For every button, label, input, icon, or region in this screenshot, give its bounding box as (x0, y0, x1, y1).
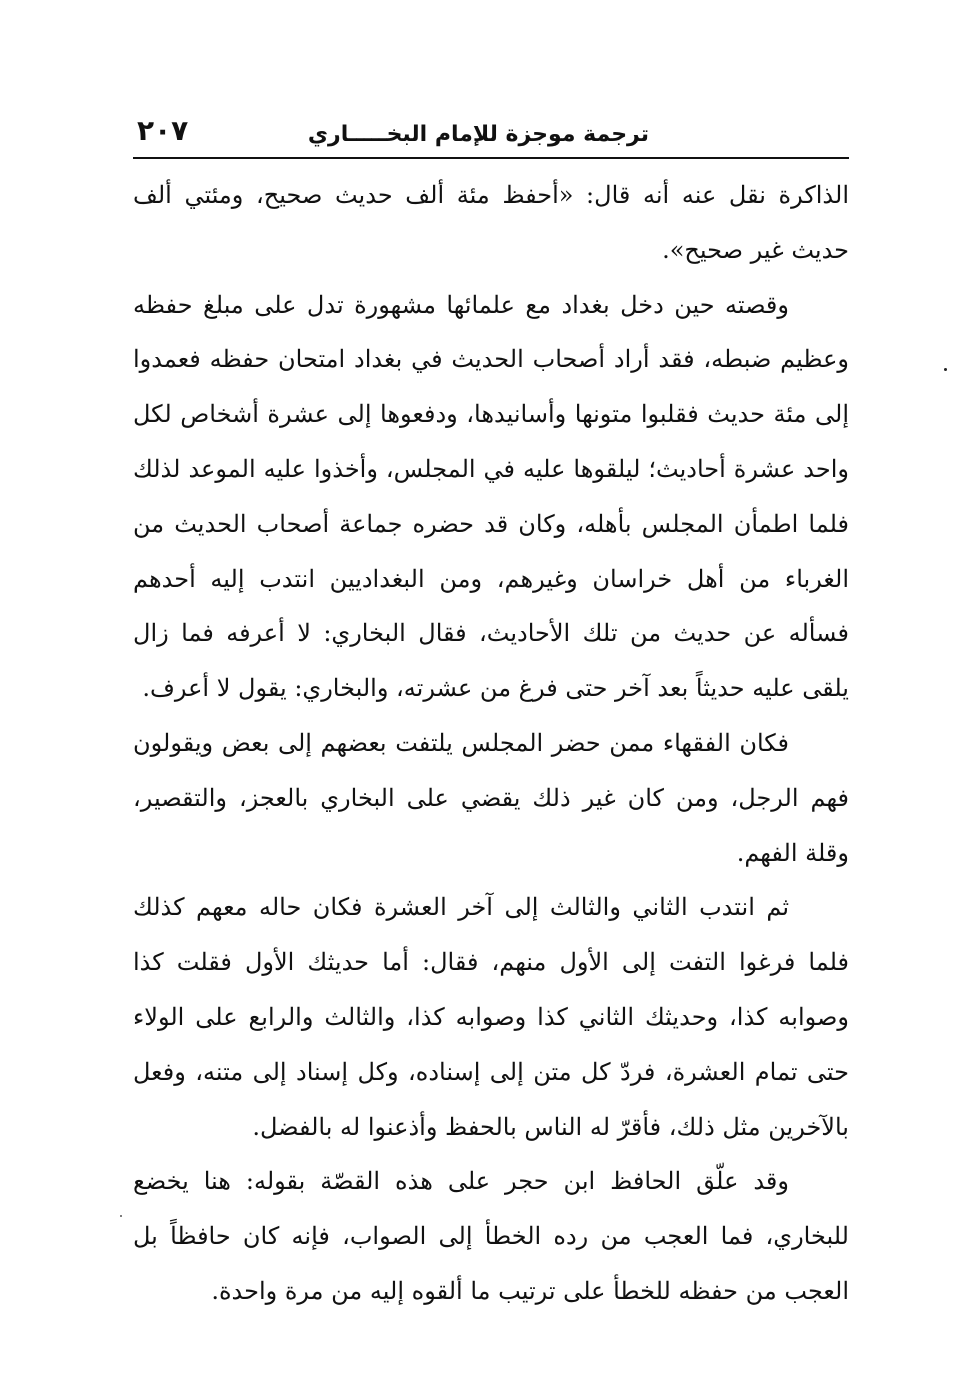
scan-speck (944, 368, 947, 371)
header-rule (133, 157, 849, 159)
paragraph-4: ثم انتدب الثاني والثالث إلى آخر العشرة فكان حاله معهم كذلك فلما فرغوا التفت إلى الأول منهم، فقال: أما حديثك الأول فقلت كذا وصوابه كذا، وحديثك الثاني كذا وصوابه كذا، والثالث والرابع على الولاء حتى تمام العشرة، فردّ كل متن إلى إسناده، وكل إسناد إلى متنه، وفعل بالآخرين مثل ذلك، فأقرّ له الناس بالحفظ وأذعنوا له بالفضل. (133, 893, 849, 1141)
paragraph-5: وقد علّق الحافظ ابن حجر على هذه القصّة بقوله: هنا يخضع للبخاري، فما العجب من رده الخطأ إلى الصواب، فإنه كان حافظاً بل العجب من حفظه للخطأ على ترتيب ما ألقوه إليه من مرة واحدة. (133, 1167, 849, 1305)
body-text (133, 168, 849, 1319)
paragraph-3: فكان الفقهاء ممن حضر المجلس يلتفت بعضهم إلى بعض ويقولون فهم الرجل، ومن كان غير ذلك يقضي على البخاري بالعجز، والتقصير، وقلة الفهم. (133, 728, 849, 867)
page-number: ٢٠٧ (137, 114, 189, 147)
page-header (133, 112, 849, 156)
paragraph-1: الذاكرة نقل عنه أنه قال: «أحفظ مئة ألف حديث صحيح، ومئتي ألف حديث غير صحيح». (133, 181, 849, 264)
running-title: ترجمة موجزة للإمام البخـــــاري (307, 122, 649, 147)
paragraph-2: وقصته حين دخل بغداد مع علمائها مشهورة تدل على مبلغ حفظه وعظيم ضبطه، فقد أراد أصحاب الحديث في بغداد امتحان حفظه فعمدوا إلى مئة حديث فقلبوا متونها وأسانيدها، ودفعوها إلى عشرة أشخاص لكل واحد عشرة أحاديث؛ ليلقوها عليه في المجلس، وأخذوا عليه الموعد لذلك فلما اطمأن المجلس بأهله، وكان قد حضره جماعة أصحاب الحديث من الغرباء من أهل خراسان وغيرهم، ومن البغداديين انتدب إليه أحدهم فسأله عن حديث من تلك الأحاديث، فقال البخاري: لا أعرفه فما زال يلقى عليه حديثاً بعد آخر حتى فرغ من عشرته، والبخاري: يقول لا أعرف. (133, 290, 850, 703)
scan-speck-margin (120, 1215, 122, 1217)
